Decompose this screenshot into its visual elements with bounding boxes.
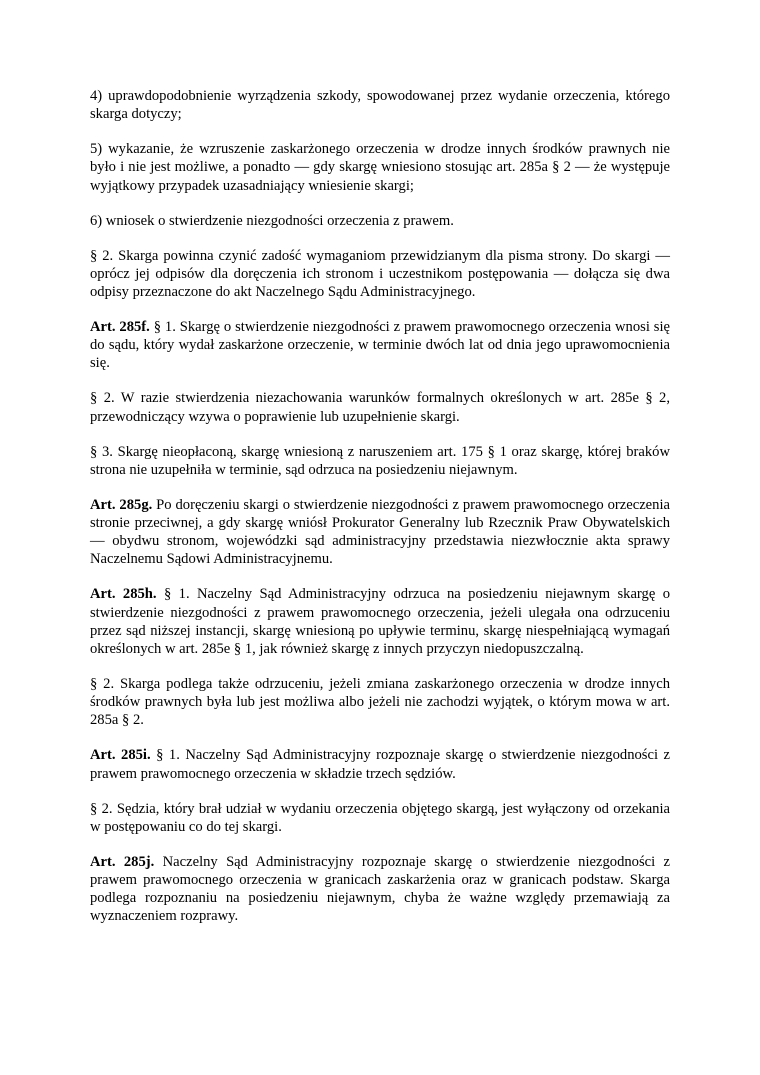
paragraph-text: Po doręczeniu skargi o stwierdzenie niezgodności z prawem prawomocnego orzeczenia stronie przeciwnej, a gdy skargę wniósł Prokurator Generalny lub Rzecznik Praw Obywatelskich — obydwu stronom, wojewódzki sąd administracyjny przedstawia niezwłocznie akta sprawy Naczelnemu Sądowi Administracyjnemu. bbox=[90, 496, 670, 568]
article-label: Art. 285j. bbox=[90, 853, 155, 870]
article-label: Art. 285h. bbox=[90, 586, 157, 603]
article-label: Art. 285f. bbox=[90, 319, 150, 336]
paragraph-text: § 1. Naczelny Sąd Administracyjny rozpoznaje skargę o stwierdzenie niezgodności z prawem prawomocnego orzeczenia w składzie trzech sędziów. bbox=[90, 747, 670, 782]
article-285f bbox=[90, 318, 670, 373]
paragraph-text: § 2. Skarga powinna czynić zadość wymaganiom przewidzianym dla pisma strony. Do skargi — oprócz jej odpisów dla doręczenia ich stronom i uczestnikom postępowania — dołącza się dwa odpisy przeznaczone do akt Naczelnego Sądu Administracyjnego. bbox=[90, 247, 670, 301]
paragraph-text: § 2. Sędzia, który brał udział w wydaniu orzeczenia objętego skargą, jest wyłączony od orzekania w postępowaniu co do tej skargi. bbox=[90, 800, 670, 835]
article-285g bbox=[90, 496, 670, 569]
paragraph-item-5 bbox=[90, 140, 670, 195]
article-285h-section-2 bbox=[90, 675, 670, 730]
paragraph-item-6 bbox=[90, 212, 670, 230]
paragraph-text: Naczelny Sąd Administracyjny rozpoznaje skargę o stwierdzenie niezgodności z prawem prawomocnego orzeczenia w granicach zaskarżenia oraz w granicach podstaw. Skarga podlega rozpoznaniu na posiedzeniu niejawnym, chyba że ważne względy przemawiają za wyznaczeniem rozprawy. bbox=[90, 853, 671, 925]
article-label: Art. 285i. bbox=[90, 747, 151, 764]
article-285j bbox=[90, 853, 670, 926]
article-285f-section-3 bbox=[90, 443, 670, 479]
paragraph-text: 5) wykazanie, że wzruszenie zaskarżonego orzeczenia w drodze innych środków prawnych nie było i nie jest możliwe, a ponadto — gdy skargę wniesiono stosując art. 285a § 2 — że występuje wyjątkowy przypadek uzasadniający wniesienie skargi; bbox=[90, 141, 670, 194]
paragraph-text: § 1. Skargę o stwierdzenie niezgodności z prawem prawomocnego orzeczenia wnosi się do sądu, który wydał zaskarżone orzeczenie, w terminie dwóch lat od dnia jego uprawomocnienia się. bbox=[90, 319, 670, 372]
article-285h bbox=[90, 585, 670, 658]
paragraph-item-4 bbox=[90, 87, 670, 123]
paragraph-text: § 1. Naczelny Sąd Administracyjny odrzuca na posiedzeniu niejawnym skargę o stwierdzenie niezgodności z prawem prawomocnego orzeczenia, jeżeli ulegała ona odrzuceniu przez sąd niższej instancji, skargę wniesioną po upływie terminu, skargę niespełniającą wymagań określonych w art. 285e § 1, jak również skargę z innych przyczyn niedopuszczalną. bbox=[90, 586, 670, 658]
paragraph-text: § 2. Skarga podlega także odrzuceniu, jeżeli zmiana zaskarżonego orzeczenia w drodze innych środków prawnych była lub jest możliwa albo jeżeli nie zachodzi wyjątek, o którym mowa w art. 285a § 2. bbox=[90, 676, 670, 729]
article-285f-section-2 bbox=[90, 389, 670, 425]
article-285i-section-2 bbox=[90, 800, 670, 836]
paragraph-text: § 2. W razie stwierdzenia niezachowania warunków formalnych określonych w art. 285e § 2, przewodniczący wzywa o poprawienie lub uzupełnienie skargi. bbox=[90, 390, 670, 425]
paragraph-section-2 bbox=[90, 247, 670, 302]
paragraph-text: 4) uprawdopodobnienie wyrządzenia szkody, spowodowanej przez wydanie orzeczenia, którego skarga dotyczy; bbox=[90, 88, 670, 123]
article-285i bbox=[90, 746, 670, 782]
paragraph-text: 6) wniosek o stwierdzenie niezgodności orzeczenia z prawem. bbox=[90, 212, 454, 229]
paragraph-text: § 3. Skargę nieopłaconą, skargę wniesioną z naruszeniem art. 175 § 1 oraz skargę, której braków strona nie uzupełniła w terminie, sąd odrzuca na posiedzeniu niejawnym. bbox=[90, 443, 670, 478]
article-label: Art. 285g. bbox=[90, 496, 153, 513]
document-page bbox=[90, 87, 670, 942]
